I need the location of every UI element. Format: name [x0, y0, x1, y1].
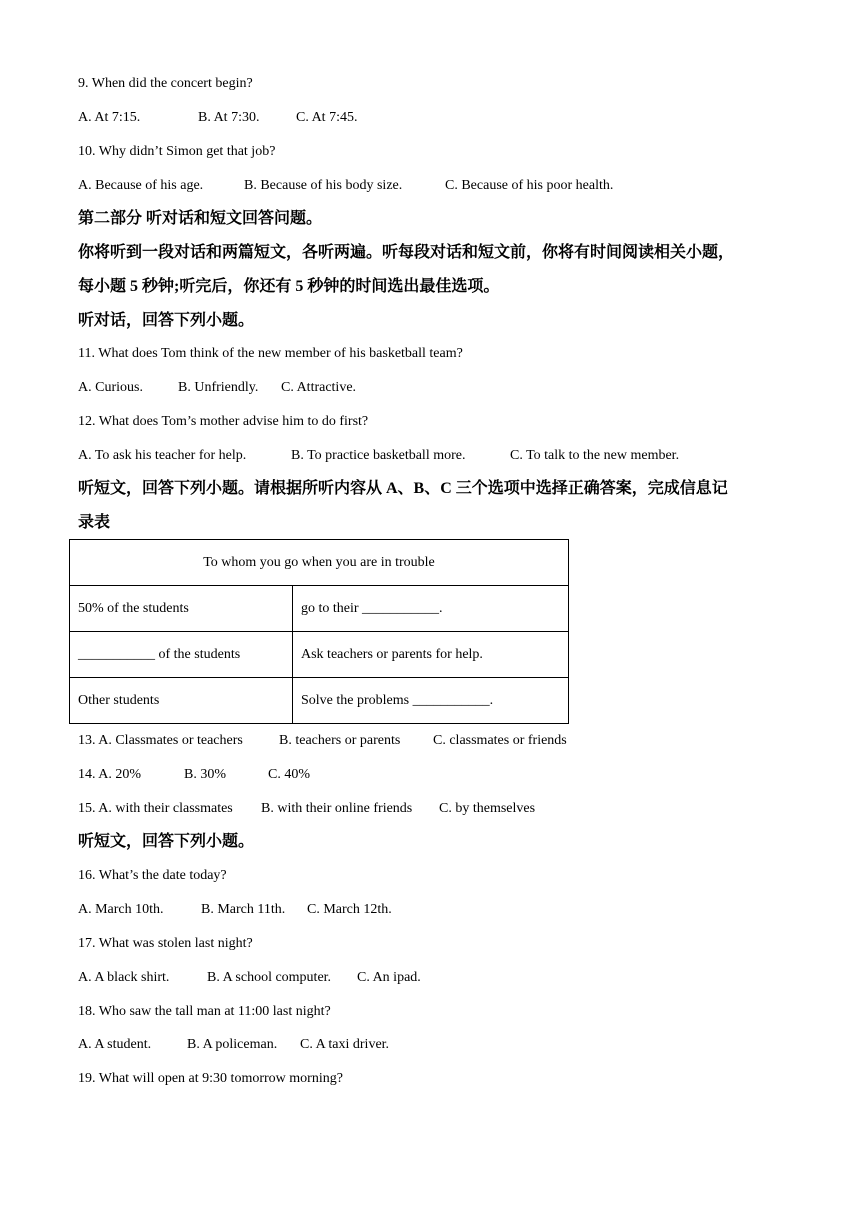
table-row [70, 586, 569, 632]
passage2-heading: 听短文，回答下列小题。 [78, 833, 255, 850]
part2-title: 第二部分 听对话和短文回答问题。 [78, 210, 323, 227]
table-row [70, 632, 569, 678]
dialogue-heading: 听对话，回答下列小题。 [78, 312, 255, 329]
q18-option-b: B. A policeman. [187, 1037, 278, 1052]
q10-option-a: A. Because of his age. [78, 178, 204, 193]
q12-option-b: B. To practice basketball more. [291, 448, 466, 463]
q13-option-b: B. teachers or parents [279, 733, 401, 748]
q15-option-b: B. with their online friends [261, 801, 413, 816]
q11-option-c: C. Attractive. [281, 380, 357, 395]
table-header-row [70, 540, 569, 586]
q17-option-a: A. A black shirt. [78, 970, 170, 985]
q12-option-a: A. To ask his teacher for help. [78, 448, 247, 463]
q17-option-c: C. An ipad. [357, 970, 421, 985]
passage1-heading-line1: 听短文，回答下列小题。请根据所听内容从 A、B、C 三个选项中选择正确答案，完成信息记 [78, 480, 728, 497]
table-cell: 50% of the students [70, 586, 293, 632]
table-cell: Other students [70, 678, 293, 724]
question-18: 18. Who saw the tall man at 11:00 last night? [78, 1004, 331, 1019]
table-cell: Solve the problems ___________. [293, 678, 569, 724]
q13-option-a: 13. A. Classmates or teachers [78, 733, 243, 748]
q17-option-b: B. A school computer. [207, 970, 332, 985]
question-19: 19. What will open at 9:30 tomorrow morning? [78, 1071, 343, 1086]
q12-option-c: C. To talk to the new member. [510, 448, 680, 463]
table-header: To whom you go when you are in trouble [70, 540, 569, 586]
q14-option-b: B. 30% [184, 767, 226, 782]
q15-option-c: C. by themselves [439, 801, 536, 816]
info-table [69, 539, 569, 724]
q13-option-c: C. classmates or friends [433, 733, 567, 748]
q15-option-a: 15. A. with their classmates [78, 801, 233, 816]
question-11: 11. What does Tom think of the new member of his basketball team? [78, 346, 463, 361]
q16-option-b: B. March 11th. [201, 902, 286, 917]
passage1-heading-line2: 录表 [78, 514, 111, 531]
q18-option-a: A. A student. [78, 1037, 152, 1052]
q16-option-c: C. March 12th. [307, 902, 392, 917]
q10-option-c: C. Because of his poor health. [445, 178, 614, 193]
part2-instruction-line1: 你将听到一段对话和两篇短文，各听两遍。听每段对话和短文前，你将有时间阅读相关小题， [78, 244, 735, 261]
q9-option-c: C. At 7:45. [296, 110, 358, 125]
table-row [70, 678, 569, 724]
question-12: 12. What does Tom’s mother advise him to do first? [78, 414, 369, 429]
q9-option-a: A. At 7:15. [78, 110, 141, 125]
q9-option-b: B. At 7:30. [198, 110, 260, 125]
q16-option-a: A. March 10th. [78, 902, 164, 917]
part2-instruction-line2: 每小题 5 秒钟;听完后，你还有 5 秒钟的时间选出最佳选项。 [78, 278, 500, 295]
table-cell: go to their ___________. [293, 586, 569, 632]
q18-option-c: C. A taxi driver. [300, 1037, 390, 1052]
question-17: 17. What was stolen last night? [78, 936, 253, 951]
q11-option-b: B. Unfriendly. [178, 380, 259, 395]
question-10: 10. Why didn’t Simon get that job? [78, 144, 276, 159]
table-cell: Ask teachers or parents for help. [293, 632, 569, 678]
question-16: 16. What’s the date today? [78, 868, 227, 883]
q11-option-a: A. Curious. [78, 380, 143, 395]
q14-option-c: C. 40% [268, 767, 310, 782]
q10-option-b: B. Because of his body size. [244, 178, 403, 193]
table-cell: ___________ of the students [70, 632, 293, 678]
question-9: 9. When did the concert begin? [78, 76, 253, 91]
q14-option-a: 14. A. 20% [78, 767, 141, 782]
